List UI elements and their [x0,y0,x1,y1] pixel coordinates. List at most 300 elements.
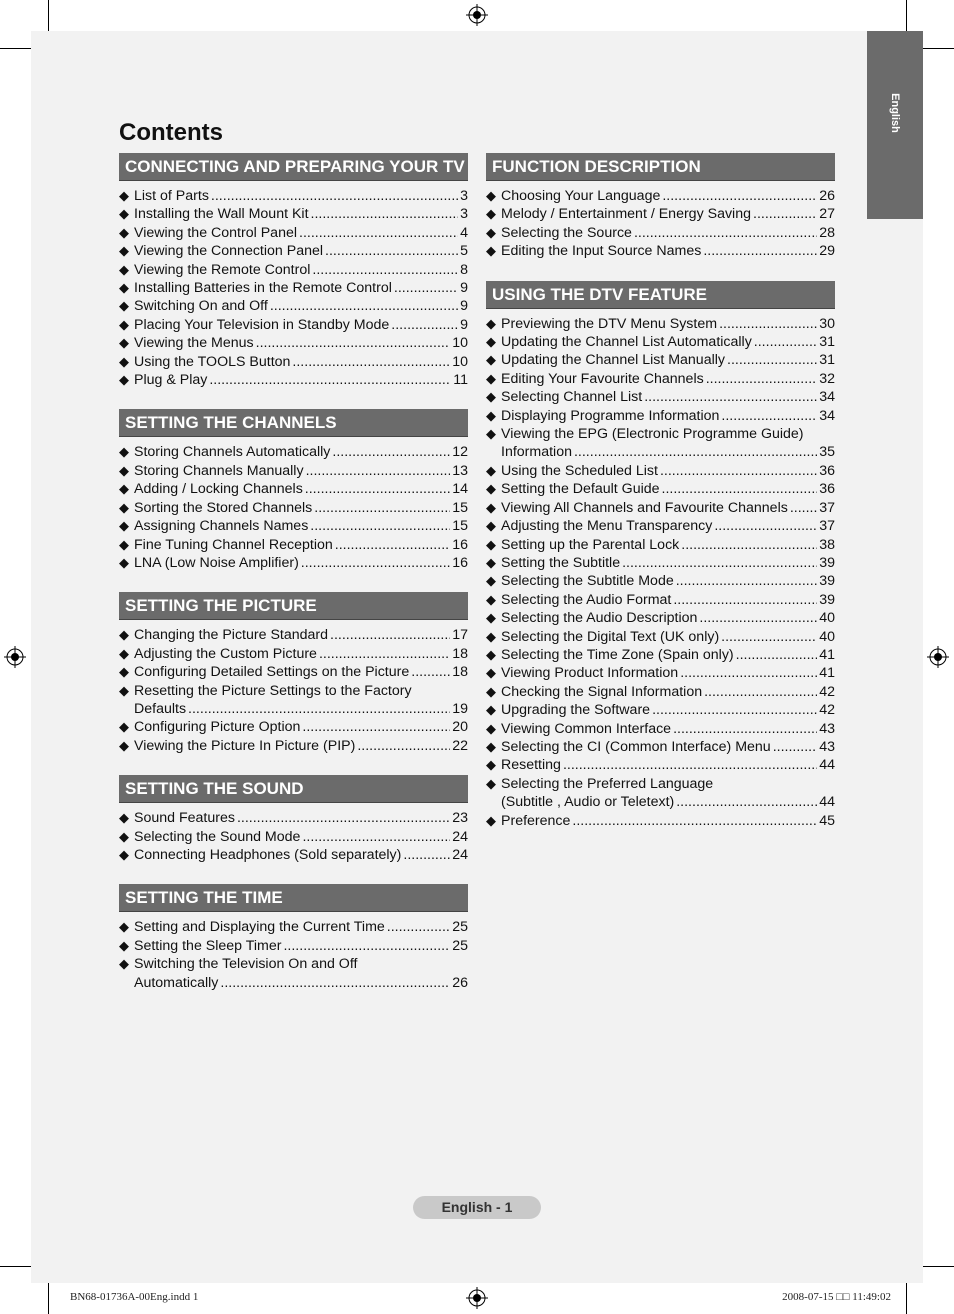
diamond-bullet-icon: ◆ [119,261,129,277]
diamond-bullet-icon: ◆ [486,536,496,552]
diamond-bullet-icon: ◆ [486,426,496,442]
toc-entry-list [486,315,835,830]
toc-entry[interactable] [486,775,835,812]
toc-entry[interactable] [486,370,835,388]
slug-timestamp: 2008-07-15 □□ 11:49:02 [782,1291,891,1303]
dot-leader [301,554,450,572]
dot-leader [391,316,458,334]
toc-page-number: 3 [460,206,468,223]
toc-entry-title: (Subtitle , Audio or Teletext) [501,794,675,811]
toc-entry-list [119,918,468,992]
toc-page-number: 26 [819,188,835,204]
toc-entry-title: Storing Channels Automatically [134,444,331,461]
toc-entry-title: Checking the Signal Information [501,683,703,700]
dot-leader [721,407,817,425]
dot-leader [188,700,450,718]
toc-entry[interactable] [119,316,468,334]
toc-entry[interactable] [119,955,468,992]
diamond-bullet-icon: ◆ [119,919,129,935]
dot-leader [676,793,817,811]
toc-entry-title: Setting the Sleep Timer [134,937,282,954]
toc-page-number: 39 [819,591,835,608]
diamond-bullet-icon: ◆ [486,352,496,368]
dot-leader [220,974,450,992]
toc-entry-title: Selecting the Source [501,224,632,241]
toc-page-number: 43 [819,720,835,737]
toc-entry-title: Melody / Entertainment / Energy Saving [501,206,751,223]
toc-page-number: 37 [819,499,835,516]
toc-entry[interactable] [119,443,468,461]
toc-entry[interactable] [119,718,468,736]
toc-entry-title: Viewing the EPG (Electronic Programme Guide) [501,426,804,443]
toc-entry-title: Choosing Your Language [501,188,661,204]
toc-page-number: 25 [452,937,468,954]
diamond-bullet-icon: ◆ [119,828,129,844]
section-heading: SETTING THE CHANNELS [119,409,468,437]
toc-entry[interactable] [119,663,468,681]
toc-page-number: 24 [452,846,468,863]
diamond-bullet-icon: ◆ [119,444,129,460]
toc-page-number: 17 [452,627,468,644]
dot-leader [660,462,817,480]
dot-leader [311,205,459,223]
diamond-bullet-icon: ◆ [119,316,129,332]
toc-section [119,775,468,864]
toc-entry[interactable] [486,242,835,260]
toc-entry-title: Resetting [501,757,561,774]
toc-entry-title: Installing Batteries in the Remote Control [134,280,392,297]
crop-mark [906,0,907,31]
toc-entry[interactable] [486,812,835,830]
toc-entry[interactable] [119,828,468,846]
dot-leader [325,242,458,260]
diamond-bullet-icon: ◆ [486,591,496,607]
dot-leader [312,261,458,279]
dot-leader [680,664,817,682]
diamond-bullet-icon: ◆ [119,206,129,222]
toc-entry[interactable] [486,646,835,664]
toc-entry-title: Configuring Detailed Settings on the Picture [134,664,410,681]
toc-page-number: 40 [819,628,835,645]
toc-entry[interactable] [486,628,835,646]
dot-leader [292,353,450,371]
toc-section [119,884,468,992]
toc-page-number: 34 [819,407,835,424]
toc-entry-title: LNA (Low Noise Amplifier) [134,554,299,571]
diamond-bullet-icon: ◆ [486,481,496,497]
toc-page-number: 9 [460,298,468,315]
toc-entry[interactable] [119,846,468,864]
toc-entry[interactable] [486,205,835,223]
dot-leader [330,626,450,644]
dot-leader [411,663,450,681]
diamond-bullet-icon: ◆ [119,499,129,515]
crop-mark [923,1266,954,1267]
toc-entry-title: Fine Tuning Channel Reception [134,536,333,553]
dot-leader [563,756,817,774]
section-heading: SETTING THE PICTURE [119,592,468,620]
dot-leader [773,738,818,756]
toc-entry[interactable] [486,664,835,682]
diamond-bullet-icon: ◆ [486,775,496,791]
dot-leader [283,937,450,955]
toc-entry[interactable] [486,572,835,590]
toc-entry-title: Updating the Channel List Manually [501,352,725,369]
toc-entry-title: Setting and Displaying the Current Time [134,919,385,936]
section-heading: FUNCTION DESCRIPTION [486,153,835,181]
diamond-bullet-icon: ◆ [486,224,496,240]
dot-leader [335,536,450,554]
crop-mark [0,1266,31,1267]
toc-page-number: 26 [452,974,468,991]
toc-page-number: 3 [460,188,468,204]
dot-leader [662,480,818,498]
toc-page-number: 25 [452,919,468,936]
dot-leader [706,370,818,388]
toc-entry-title: Selecting Channel List [501,389,643,406]
toc-page-number: 31 [819,352,835,369]
toc-entry[interactable] [119,261,468,279]
page-title: Contents [119,119,223,146]
toc-entry-list [119,187,468,389]
toc-page-number: 5 [460,243,468,260]
diamond-bullet-icon: ◆ [119,627,129,643]
diamond-bullet-icon: ◆ [119,645,129,661]
toc-entry[interactable] [119,918,468,936]
diamond-bullet-icon: ◆ [119,280,129,296]
toc-entry[interactable] [486,591,835,609]
toc-entry-title: Previewing the DTV Menu System [501,315,718,332]
toc-entry-title: Setting up the Parental Lock [501,536,680,553]
toc-entry-title: Assigning Channels Names [134,518,309,535]
dot-leader [699,609,817,627]
toc-entry-list [119,809,468,864]
toc-page-number: 42 [819,702,835,719]
toc-entry[interactable] [486,462,835,480]
toc-page-number: 43 [819,738,835,755]
dot-leader [209,371,451,389]
toc-entry-title: Setting the Default Guide [501,481,660,498]
toc-entry[interactable] [119,937,468,955]
diamond-bullet-icon: ◆ [486,499,496,515]
dot-leader [306,462,451,480]
toc-entry-title: Information [501,444,572,461]
dot-leader [256,334,451,352]
diamond-bullet-icon: ◆ [486,554,496,570]
dot-leader [302,718,450,736]
diamond-bullet-icon: ◆ [119,956,129,972]
toc-entry-title: Viewing the Connection Panel [134,243,324,260]
diamond-bullet-icon: ◆ [119,554,129,570]
toc-entry[interactable] [119,499,468,517]
toc-entry[interactable] [119,334,468,352]
diamond-bullet-icon: ◆ [486,334,496,350]
toc-entry[interactable] [119,626,468,644]
toc-entry[interactable] [486,536,835,554]
dot-leader [634,224,817,242]
toc-entry-title: Displaying Programme Information [501,407,720,424]
diamond-bullet-icon: ◆ [486,370,496,386]
toc-page-number: 32 [819,370,835,387]
dot-leader [211,187,458,205]
toc-page-number: 4 [460,224,468,241]
toc-entry[interactable] [486,407,835,425]
toc-entry[interactable] [119,371,468,389]
toc-entry-title: Viewing the Control Panel [134,224,297,241]
dot-leader [270,297,458,315]
toc-page-number: 36 [819,481,835,498]
toc-page-number: 12 [452,444,468,461]
dot-leader [681,536,817,554]
toc-page-number: 15 [452,499,468,516]
crop-mark [0,48,31,49]
toc-entry-title: Selecting the Preferred Language [501,775,714,792]
dot-leader [703,242,817,260]
registration-mark-icon [4,646,26,668]
diamond-bullet-icon: ◆ [486,518,496,534]
toc-entry[interactable] [486,701,835,719]
toc-page-number: 29 [819,243,835,260]
toc-page-number: 39 [819,573,835,590]
toc-page-number: 9 [460,280,468,297]
toc-section [119,409,468,572]
toc-entry-list [119,626,468,755]
toc-page-number: 14 [452,481,468,498]
toc-entry[interactable] [486,480,835,498]
toc-page-number: 20 [452,719,468,736]
dot-leader [574,443,817,461]
section-heading: SETTING THE TIME [119,884,468,912]
diamond-bullet-icon: ◆ [486,462,496,478]
diamond-bullet-icon: ◆ [119,810,129,826]
toc-entry-title: Switching On and Off [134,298,268,315]
toc-entry[interactable] [486,425,835,462]
toc-page-number: 22 [452,737,468,754]
dot-leader [704,683,817,701]
crop-mark [923,48,954,49]
dot-leader [676,572,817,590]
slug-file-name: BN68-01736A-00Eng.indd 1 [70,1291,199,1303]
toc-page-number: 35 [819,444,835,461]
toc-page-number: 37 [819,518,835,535]
toc-page-number: 9 [460,316,468,333]
toc-section [486,153,835,261]
toc-page-number: 39 [819,554,835,571]
toc-entry[interactable] [486,388,835,406]
toc-entry[interactable] [486,554,835,572]
toc-entry-title: Placing Your Television in Standby Mode [134,316,390,333]
diamond-bullet-icon: ◆ [486,188,496,203]
toc-entry-title: Adjusting the Custom Picture [134,645,317,662]
diamond-bullet-icon: ◆ [119,188,129,203]
toc-entry[interactable] [119,554,468,572]
toc-entry-title: Using the TOOLS Button [134,353,291,370]
dot-leader [652,701,817,719]
diamond-bullet-icon: ◆ [119,462,129,478]
toc-page-number: 40 [819,610,835,627]
toc-section [119,153,468,389]
toc-entry[interactable] [486,499,835,517]
section-heading: USING THE DTV FEATURE [486,281,835,309]
toc-page-number: 11 [453,372,468,389]
toc-page-number: 16 [452,554,468,571]
toc-entry-title: Sorting the Stored Channels [134,499,313,516]
toc-entry[interactable] [119,279,468,297]
toc-entry[interactable] [119,809,468,827]
dot-leader [237,809,450,827]
diamond-bullet-icon: ◆ [119,664,129,680]
toc-entry[interactable] [119,353,468,371]
toc-entry-title: Updating the Channel List Automatically [501,334,752,351]
diamond-bullet-icon: ◆ [486,407,496,423]
registration-mark-icon [466,4,488,26]
toc-entry[interactable] [486,224,835,242]
toc-entry-title: Viewing the Picture In Picture (PIP) [134,737,356,754]
toc-entry[interactable] [119,480,468,498]
diamond-bullet-icon: ◆ [119,536,129,552]
dot-leader [314,499,450,517]
toc-entry-title: Editing Your Favourite Channels [501,370,704,387]
toc-entry-title: Viewing Product Information [501,665,679,682]
toc-entry-title: Adjusting the Menu Transparency [501,518,713,535]
dot-leader [753,205,817,223]
dot-leader [714,517,817,535]
toc-entry[interactable] [486,517,835,535]
diamond-bullet-icon: ◆ [119,372,129,388]
toc-entry-title: Adding / Locking Channels [134,481,303,498]
diamond-bullet-icon: ◆ [486,702,496,718]
toc-entry[interactable] [486,187,835,205]
toc-page-number: 27 [819,206,835,223]
toc-entry[interactable] [119,462,468,480]
dot-leader [622,554,817,572]
toc-page-number: 30 [819,315,835,332]
dot-leader [302,828,450,846]
toc-entry-title: Selecting the Sound Mode [134,828,301,845]
toc-page-number: 45 [819,812,835,829]
diamond-bullet-icon: ◆ [486,628,496,644]
toc-entry[interactable] [486,683,835,701]
toc-entry-title: Installing the Wall Mount Kit [134,206,309,223]
toc-section [119,592,468,755]
left-column [119,153,468,1012]
toc-page-number: 10 [452,335,468,352]
toc-entry-title: Preference [501,812,571,829]
registration-mark-icon [466,1287,488,1309]
diamond-bullet-icon: ◆ [486,720,496,736]
toc-page-number: 18 [452,645,468,662]
toc-entry-title: Viewing All Channels and Favourite Channels [501,499,788,516]
toc-page-number: 44 [819,794,835,811]
toc-entry[interactable] [486,738,835,756]
diamond-bullet-icon: ◆ [486,206,496,222]
dot-leader [662,187,817,205]
dot-leader [387,918,450,936]
dot-leader [403,846,450,864]
toc-entry-list [119,443,468,572]
toc-entry[interactable] [119,224,468,242]
toc-page-number: 23 [452,810,468,827]
dot-leader [673,720,817,738]
toc-entry[interactable] [486,315,835,333]
toc-entry[interactable] [119,517,468,535]
toc-entry-title: Connecting Headphones (Sold separately) [134,846,402,863]
dot-leader [673,591,817,609]
toc-entry-title: Resetting the Picture Settings to the Factory [134,682,412,699]
toc-entry-title: Selecting the Audio Format [501,591,672,608]
language-side-tab [867,31,923,219]
diamond-bullet-icon: ◆ [119,335,129,351]
diamond-bullet-icon: ◆ [486,243,496,259]
toc-entry[interactable] [119,682,468,719]
diamond-bullet-icon: ◆ [486,573,496,589]
toc-page-number: 38 [819,536,835,553]
crop-mark [906,1283,907,1314]
toc-entry[interactable] [486,333,835,351]
toc-entry-title: Storing Channels Manually [134,462,304,479]
dot-leader [727,351,817,369]
registration-mark-icon [927,646,949,668]
diamond-bullet-icon: ◆ [486,389,496,405]
toc-entry[interactable] [486,609,835,627]
toc-page-number: 41 [819,646,835,663]
toc-entry[interactable] [119,297,468,315]
toc-entry[interactable] [119,242,468,260]
diamond-bullet-icon: ◆ [486,683,496,699]
toc-section [486,281,835,830]
toc-page-number: 31 [819,334,835,351]
toc-entry[interactable] [119,187,468,205]
toc-page-number: 44 [819,757,835,774]
toc-page-number: 24 [452,828,468,845]
right-column [486,153,835,850]
language-side-tab-label: English [889,93,901,133]
diamond-bullet-icon: ◆ [119,224,129,240]
toc-entry-title: Configuring Picture Option [134,719,301,736]
dot-leader [719,315,817,333]
toc-entry[interactable] [119,205,468,223]
diamond-bullet-icon: ◆ [119,937,129,953]
toc-entry[interactable] [119,737,468,755]
toc-entry-title: Editing the Input Source Names [501,243,702,260]
toc-page-number: 28 [819,224,835,241]
toc-entry-title: Selecting the Digital Text (UK only) [501,628,720,645]
toc-entry[interactable] [119,645,468,663]
toc-entry[interactable] [486,756,835,774]
toc-page-number: 15 [452,518,468,535]
diamond-bullet-icon: ◆ [119,719,129,735]
toc-entry-title: Upgrading the Software [501,702,651,719]
dot-leader [394,279,458,297]
section-heading: CONNECTING AND PREPARING YOUR TV [119,153,468,181]
toc-page-number: 8 [460,261,468,278]
toc-entry[interactable] [119,536,468,554]
toc-entry[interactable] [486,720,835,738]
toc-page-number: 13 [452,462,468,479]
toc-entry-title: Selecting the Time Zone (Spain only) [501,646,734,663]
dot-leader [572,812,817,830]
toc-page-number: 36 [819,462,835,479]
toc-page-number: 16 [452,536,468,553]
dot-leader [305,480,450,498]
diamond-bullet-icon: ◆ [486,738,496,754]
diamond-bullet-icon: ◆ [486,646,496,662]
diamond-bullet-icon: ◆ [486,757,496,773]
dot-leader [736,646,818,664]
toc-entry-title: Changing the Picture Standard [134,627,329,644]
dot-leader [790,499,817,517]
toc-entry[interactable] [486,351,835,369]
